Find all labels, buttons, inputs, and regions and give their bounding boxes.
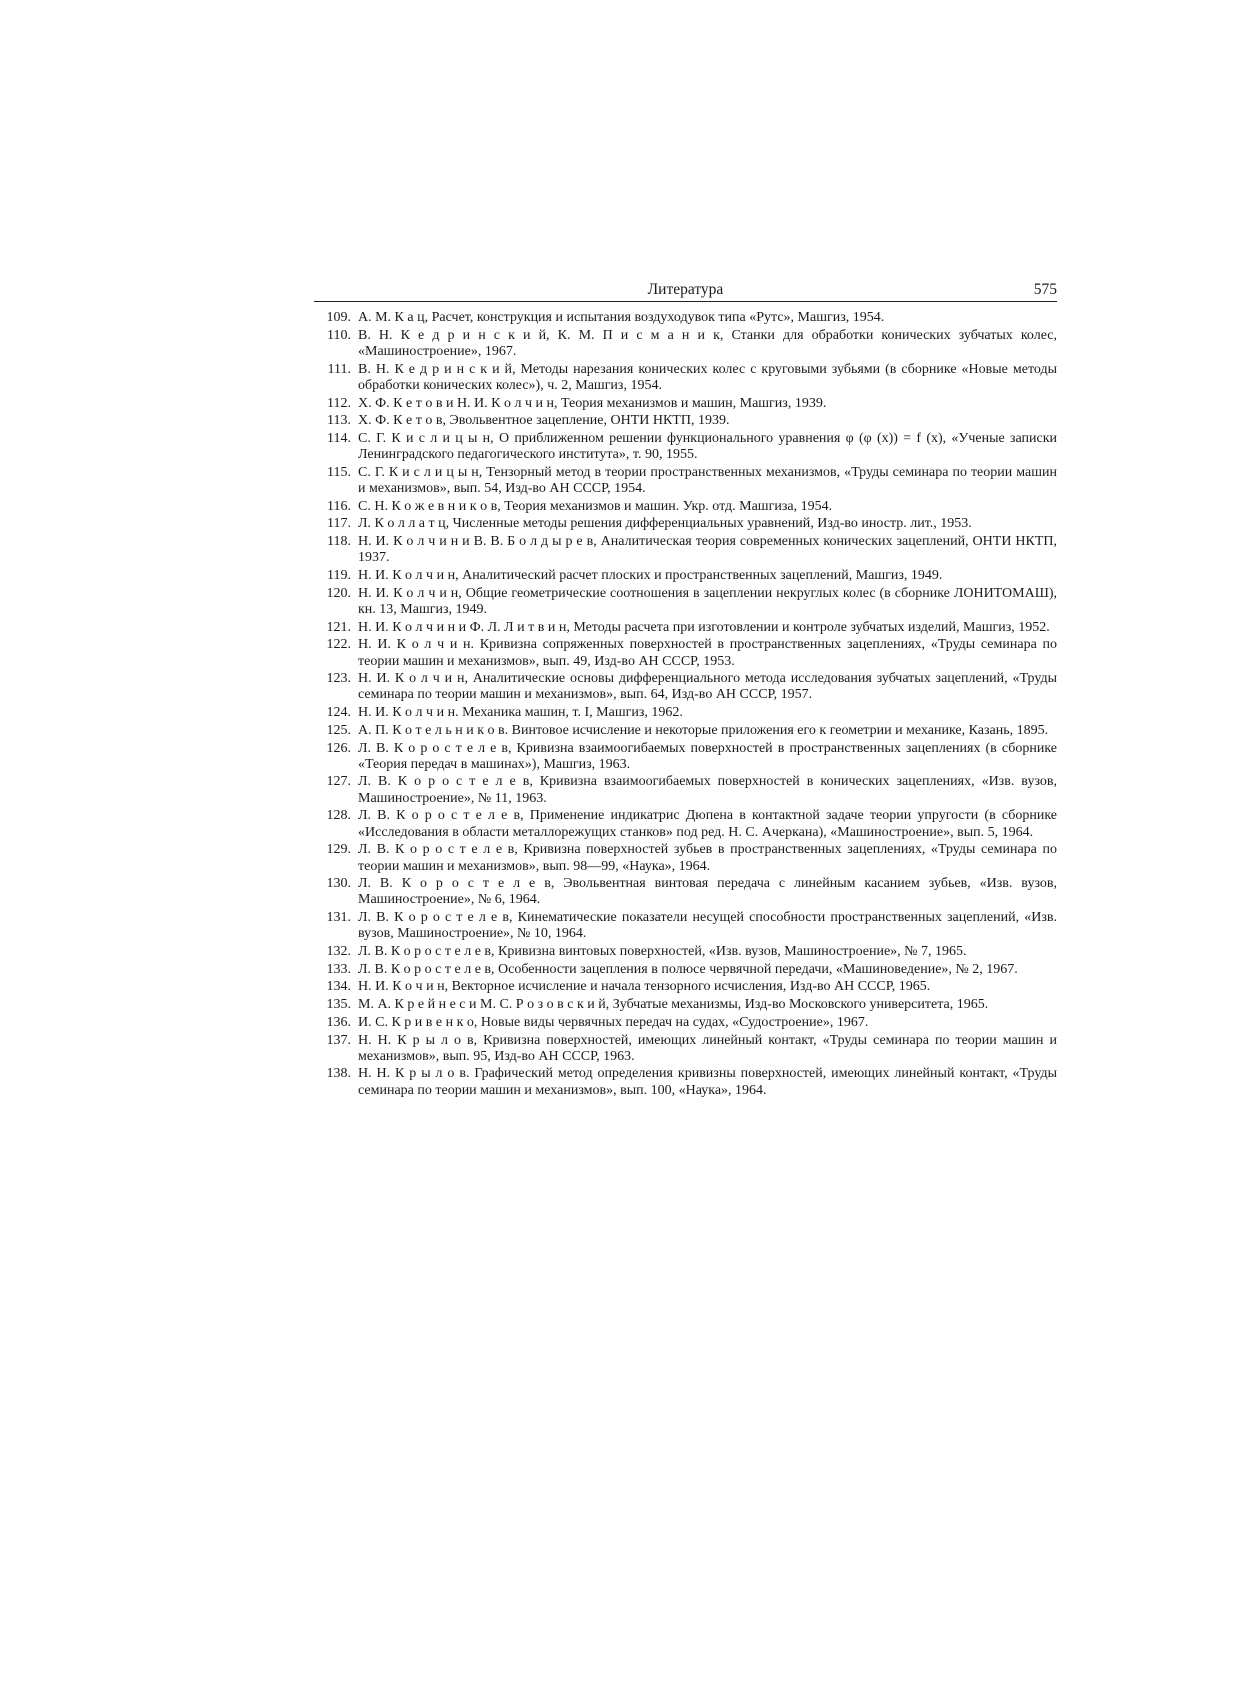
reference-number: 129. [326,842,351,858]
reference-author: Н. И. К о л ч и н [358,585,459,601]
reference-item [314,705,1057,721]
reference-author: Л. К о л л а т ц [358,516,446,532]
reference-text [358,1066,1057,1098]
reference-item [314,516,1057,532]
reference-details: , Теория механизмов и машин, Машгиз, 1939. [554,395,827,411]
page-number: 575 [1033,281,1057,298]
reference-item [314,1066,1057,1098]
reference-author: Л. В. К о р о с т е л е в [358,876,551,892]
reference-author: Н. Н. К р ы л о в [358,1066,466,1082]
reference-text [358,808,1057,840]
reference-item [314,499,1057,515]
reference-text [358,944,1057,960]
reference-text [358,396,1057,412]
reference-text [358,516,1057,532]
reference-author: С. Г. К и с л и ц ы н [358,430,491,446]
reference-number: 127. [326,774,351,790]
reference-author: В. Н. К е д р и н с к и й [358,361,513,377]
reference-text [358,413,1057,429]
reference-details: , Аналитическая теория современных конических зацеплений, ОНТИ НКТП, 1937. [358,534,1057,566]
reference-number: 121. [326,619,351,635]
reference-text [358,1015,1057,1031]
reference-item [314,396,1057,412]
reference-text [358,671,1057,703]
reference-list [314,310,1057,1099]
reference-text [358,362,1057,394]
reference-text [358,979,1057,995]
reference-number: 136. [326,1014,351,1030]
reference-text [358,534,1057,566]
reference-text [358,962,1057,978]
reference-number: 120. [326,585,351,601]
reference-item [314,431,1057,463]
reference-author: Н. И. К о л ч и н [358,705,456,721]
reference-text [358,1033,1057,1065]
reference-text [358,723,1057,739]
reference-number: 122. [326,637,351,653]
reference-author: Х. Ф. К е т о в и Н. И. К о л ч и н [358,395,555,411]
reference-item [314,997,1057,1013]
reference-number: 111. [327,361,351,377]
reference-author: Н. Н. К р ы л о в [358,1032,474,1048]
reference-details: , Аналитический расчет плоских и пространственных зацеплений, Машгиз, 1949. [455,568,943,584]
reference-text [358,705,1057,721]
book-page [314,277,1057,1100]
reference-number: 124. [326,705,351,721]
reference-number: 137. [326,1032,351,1048]
reference-details: . Механика машин, т. I, Машгиз, 1962. [455,705,683,721]
reference-details: , Кривизна поверхностей зубьев в пространственных зацеплениях, «Труды семинара по теории машин и механизмов», вып. 98—99, «Наука», 1964. [358,842,1058,874]
reference-details: . Графический метод определения кривизны поверхностей, имеющих линейный контакт, «Труды семинара по теории машин и механизмов», вып. 100, «Наука», 1964. [358,1066,1058,1098]
reference-author: Н. И. К о л ч и н и В. В. Б о л д ы р е в [358,534,594,550]
running-title: Литература [647,281,724,298]
reference-item [314,842,1057,874]
reference-author: С. Н. К о ж е в н и к о в [358,498,498,514]
reference-number: 115. [327,464,351,480]
reference-number: 133. [326,961,351,977]
reference-number: 123. [326,671,351,687]
reference-number: 119. [327,568,351,584]
reference-text [358,997,1057,1013]
reference-number: 110. [327,327,351,343]
reference-item [314,1033,1057,1065]
reference-text [358,568,1057,584]
reference-text [358,910,1057,942]
reference-item [314,979,1057,995]
reference-details: . Винтовое исчисление и некоторые приложения его к геометрии и механике, Казань, 1895. [504,722,1049,738]
reference-item [314,465,1057,497]
reference-details: , Аналитические основы дифференциального метода исследования зубчатых зацеплений, «Труды семинара по теории машин и механизмов», вып. 64, Изд-во АН СССР, 1957. [358,671,1057,703]
reference-number: 113. [327,413,351,429]
reference-item [314,637,1057,669]
reference-details: , Тензорный метод в теории пространственных механизмов, «Труды семинара по теории машин и механизмов», вып. 54, Изд-во АН СССР, 1954. [358,464,1057,497]
reference-item [314,620,1057,636]
reference-text [358,310,1057,326]
reference-details: , Применение индикатрис Дюпена в контактной задаче теории упругости (в сборнике «Исследования в области металлорежущих станков» под ред. Н. С. Ачеркана), «Машиностроение», вып. 5, 1964. [358,808,1057,840]
reference-item [314,876,1057,908]
reference-item [314,723,1057,739]
reference-text [358,774,1057,806]
reference-author: С. Г. К и с л и ц ы н [358,464,479,480]
reference-details: , Эвольвентное зацепление, ОНТИ НКТП, 1939. [442,413,730,429]
reference-author: Н. И. К о л ч и н [358,637,471,653]
reference-number: 131. [326,910,351,926]
reference-author: Л. В. К о р о с т е л е в [358,740,508,756]
running-header [314,277,1057,302]
reference-number: 135. [326,997,351,1013]
reference-author: А. П. К о т е л ь н и к о в [358,722,505,738]
reference-text [358,637,1057,669]
reference-details: , Кривизна винтовых поверхностей, «Изв. вузов, Машиностроение», № 7, 1965. [491,944,967,960]
reference-author: Л. В. К о р о с т е л е в [358,842,515,858]
reference-author: Х. Ф. К е т о в [358,413,443,429]
reference-text [358,465,1057,497]
reference-item [314,586,1057,618]
reference-details: , Особенности зацепления в полюсе червячной передачи, «Машиноведение», № 2, 1967. [491,961,1018,977]
reference-author: В. Н. К е д р и н с к и й, К. М. П и с м а н и к [358,327,720,343]
reference-details: , Общие геометрические соотношения в зацеплении некруглых колес (в сборнике ЛОНИТОМАШ), кн. 13, Машгиз, 1949. [358,585,1058,617]
reference-number: 128. [326,808,351,824]
reference-text [358,586,1057,618]
reference-number: 117. [327,516,351,532]
reference-number: 125. [326,722,351,738]
reference-item [314,328,1057,360]
reference-text [358,328,1057,360]
reference-item [314,568,1057,584]
reference-text [358,499,1057,515]
reference-item [314,741,1057,773]
reference-item [314,534,1057,566]
reference-text [358,842,1057,874]
reference-item [314,310,1057,326]
reference-number: 130. [326,876,351,892]
reference-item [314,774,1057,806]
reference-details: . Кривизна сопряженных поверхностей в пространственных зацеплениях, «Труды семинара по теории машин и механизмов», вып. 49, Изд-во АН СССР, 1953. [358,637,1057,669]
reference-details: , Новые виды червячных передач на судах, «Судостроение», 1967. [473,1014,869,1030]
reference-number: 114. [327,430,351,446]
reference-item [314,413,1057,429]
reference-item [314,944,1057,960]
reference-number: 138. [326,1066,351,1082]
reference-details: , Численные методы решения дифференциальных уравнений, Изд-во иностр. лит., 1953. [445,516,972,532]
reference-author: М. А. К р е й н е с и М. С. Р о з о в с к и й [358,997,606,1013]
reference-number: 118. [327,534,351,550]
reference-details: , Векторное исчисление и начала тензорного исчисления, Изд-во АН СССР, 1965. [444,979,931,995]
reference-author: Л. В. К о р о с т е л е в [358,961,492,977]
reference-number: 132. [326,944,351,960]
reference-author: Н. И. К о л ч и н [358,568,456,584]
reference-author: Н. И. К о л ч и н и Ф. Л. Л и т в и н [358,619,567,635]
reference-item [314,1015,1057,1031]
reference-details: , Кривизна взаимоогибаемых поверхностей в пространственных зацеплениях (в сборнике «Теория передач в машинах»), Машгиз, 1963. [358,740,1057,772]
reference-author: А. М. К а ц [358,310,425,325]
reference-number: 109. [326,310,351,325]
reference-text [358,620,1057,636]
reference-details: , О приближенном решении функционального уравнения φ (φ (x)) = f (x), «Ученые записки Ленинградского педагогического института», т. 90, 1955. [358,430,1058,463]
reference-author: Л. В. К о р о с т е л е в [358,944,492,960]
reference-details: , Зубчатые механизмы, Изд-во Московского университета, 1965. [605,997,989,1013]
reference-details: , Кривизна взаимоогибаемых поверхностей в конических зацеплениях, «Изв. вузов, Машиностроение», № 11, 1963. [358,774,1057,806]
reference-details: , Кинематические показатели несущей способности пространственных зацеплений, «Изв. вузов, Машиностроение», № 10, 1964. [358,910,1057,942]
reference-details: , Методы нарезания конических колес с круговыми зубьями (в сборнике «Новые методы обработки конических колес»), ч. 2, Машгиз, 1954. [358,361,1058,393]
reference-author: Н. И. К о л ч и н [358,671,465,687]
reference-item [314,808,1057,840]
reference-item [314,362,1057,394]
reference-author: Л. В. К о р о с т е л е в [358,910,509,926]
reference-item [314,671,1057,703]
reference-details: , Методы расчета при изготовлении и контроле зубчатых изделий, Машгиз, 1952. [566,619,1050,635]
reference-author: Н. И. К о ч и н [358,979,445,995]
reference-details: , Теория механизмов и машин. Укр. отд. Машгиза, 1954. [497,498,833,514]
reference-author: Л. В. К о р о с т е л е в [358,808,521,824]
reference-number: 112. [327,395,351,411]
reference-item [314,910,1057,942]
reference-author: Л. В. К о р о с т е л е в [358,774,530,790]
reference-number: 126. [326,740,351,756]
reference-number: 134. [326,979,351,995]
reference-text [358,741,1057,773]
reference-text [358,431,1057,463]
reference-details: , Эвольвентная винтовая передача с линейным касанием зубьев, «Изв. вузов, Машиностроение», № 6, 1964. [358,876,1058,908]
reference-item [314,962,1057,978]
reference-details: , Расчет, конструкция и испытания воздуходувок типа «Рутс», Машгиз, 1954. [424,310,885,325]
reference-number: 116. [327,498,351,514]
reference-author: И. С. К р и в е н к о [358,1014,474,1030]
reference-details: , Станки для обработки конических зубчатых колес, «Машиностроение», 1967. [358,327,1058,359]
reference-text [358,876,1057,908]
reference-details: , Кривизна поверхностей, имеющих линейный контакт, «Труды семинара по теории машин и механизмов», вып. 95, Изд-во АН СССР, 1963. [358,1032,1058,1064]
